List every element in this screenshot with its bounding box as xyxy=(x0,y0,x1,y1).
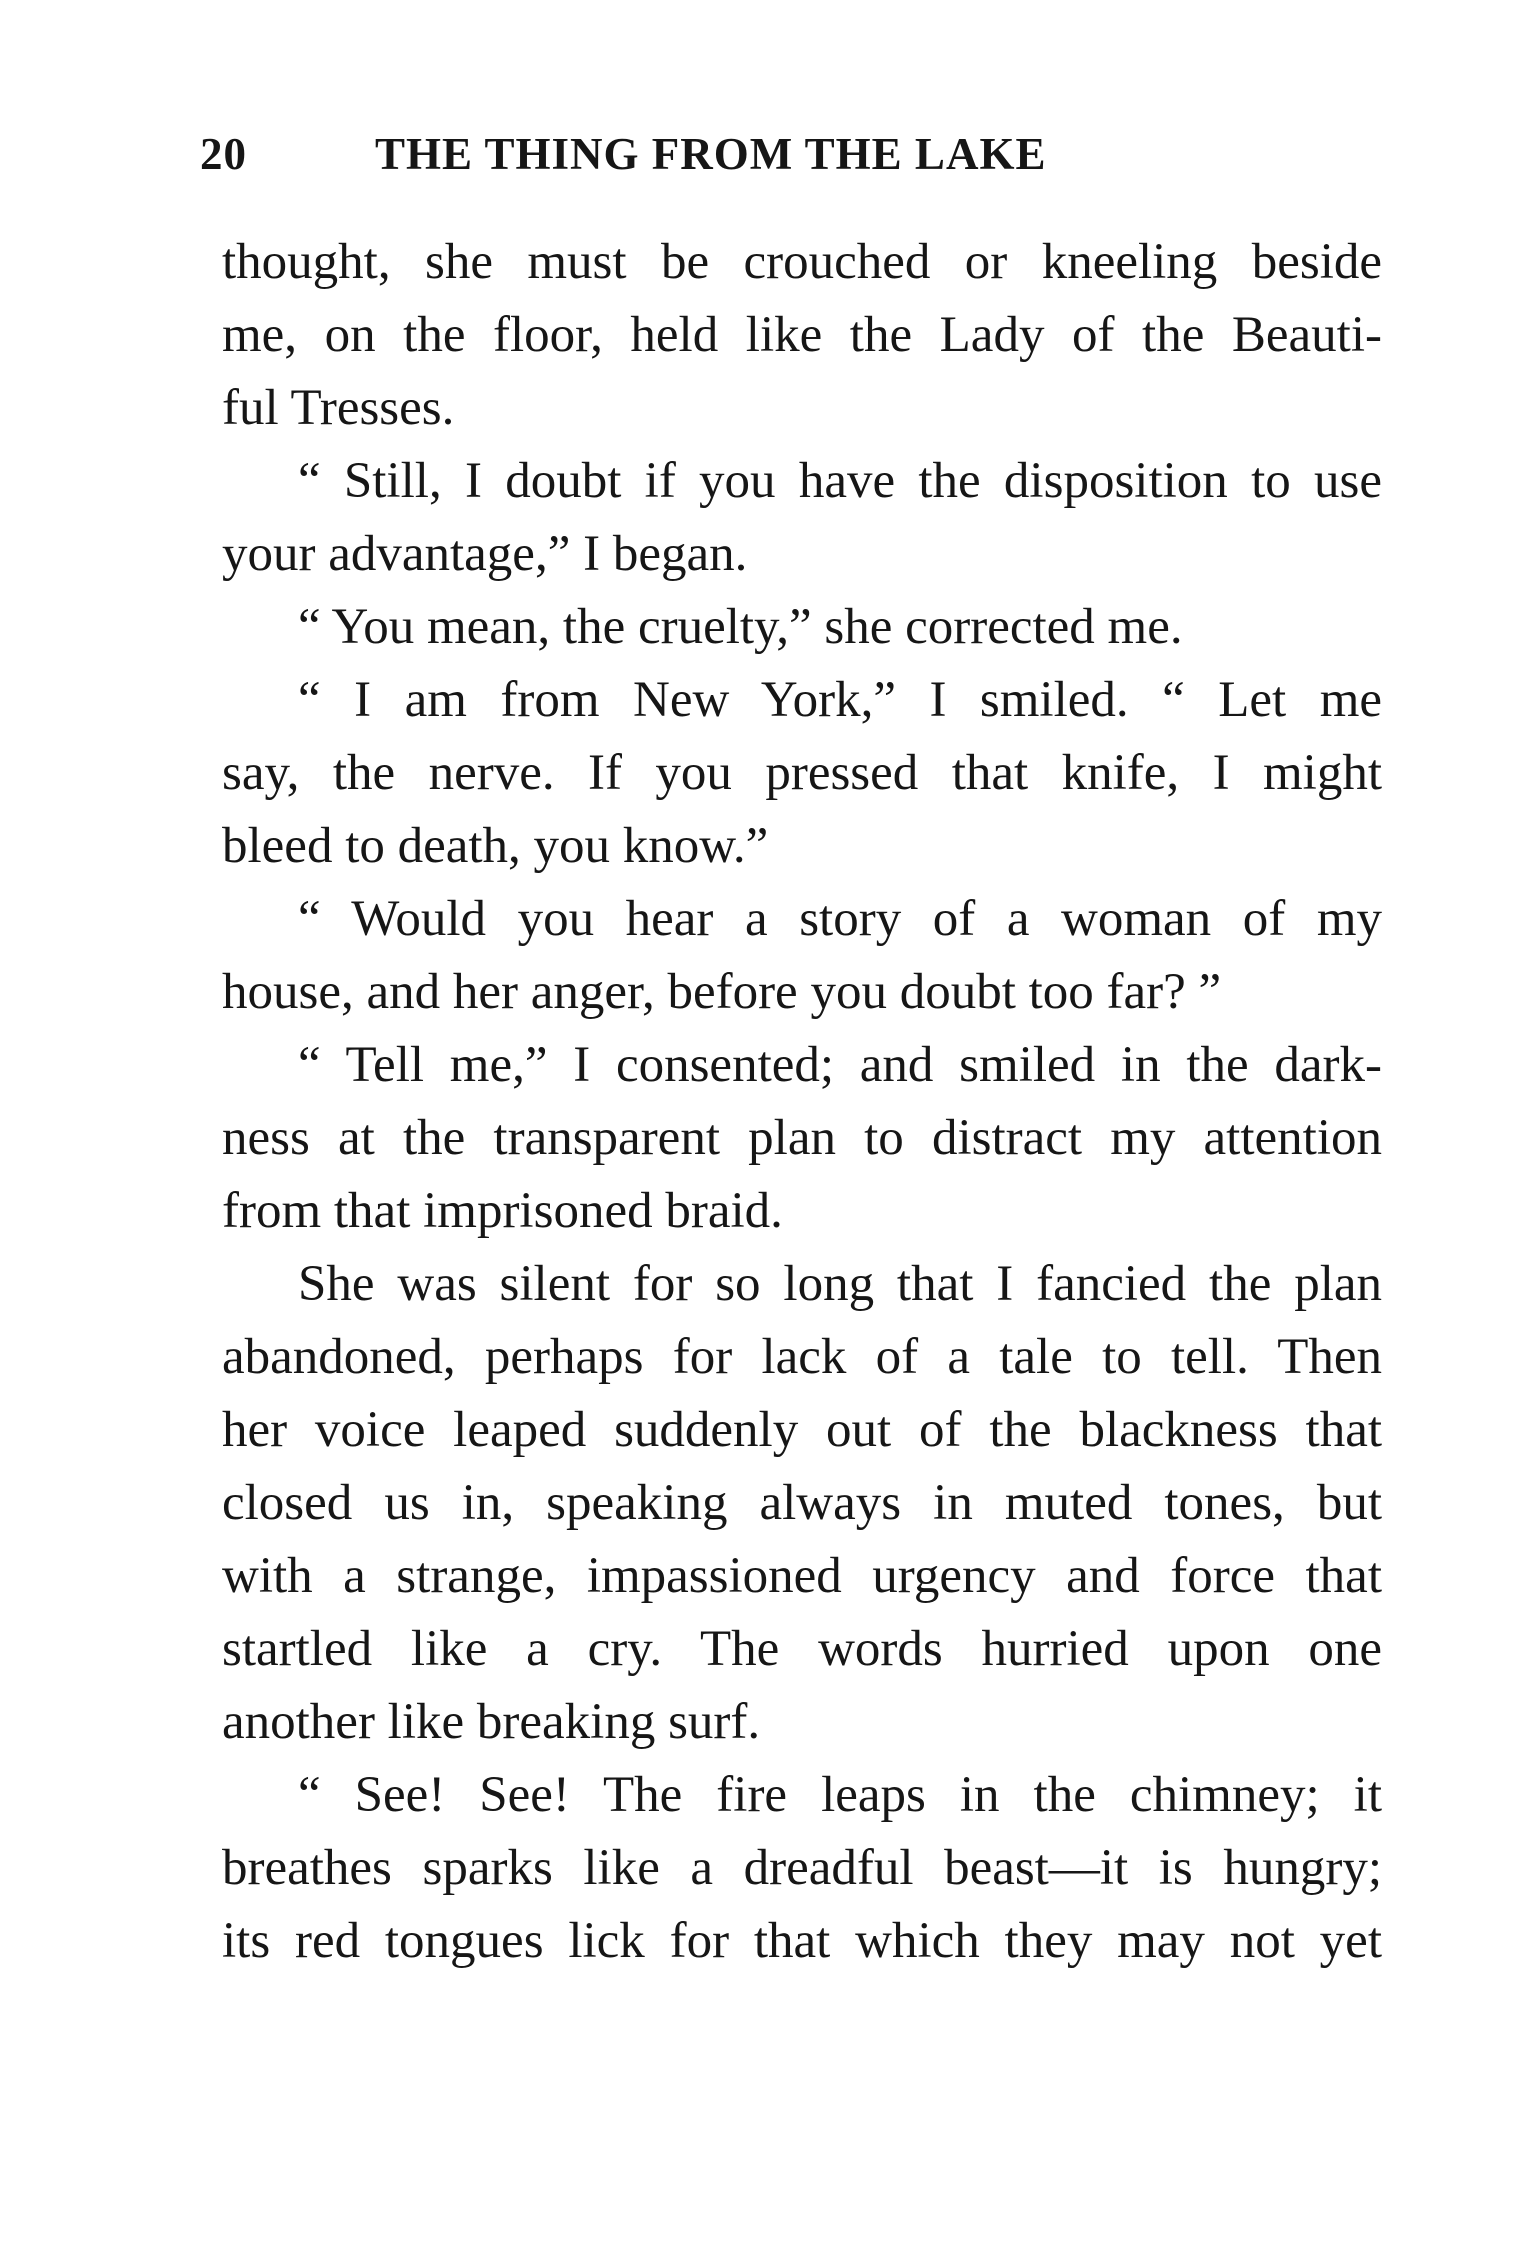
text-line: “ Still, I doubt if you have the disposition to use xyxy=(298,453,1382,509)
text-line: “ Tell me,” I consented; and smiled in the dark- xyxy=(298,1037,1382,1093)
text-line: her voice leaped suddenly out of the blackness that xyxy=(222,1402,1382,1458)
text-line: ness at the transparent plan to distract my attention xyxy=(222,1110,1382,1166)
text-line: “ Would you hear a story of a woman of my xyxy=(298,891,1382,947)
page-number: 20 xyxy=(200,129,247,179)
text-line: “ See! See! The fire leaps in the chimney; it xyxy=(298,1767,1382,1823)
text-line: your advantage,” I began. xyxy=(222,526,748,582)
text-line: She was silent for so long that I fancied the plan xyxy=(298,1256,1382,1312)
text-line: startled like a cry. The words hurried upon one xyxy=(222,1621,1382,1677)
text-line: its red tongues lick for that which they may not yet xyxy=(222,1913,1382,1969)
text-line: me, on the floor, held like the Lady of the Beauti- xyxy=(222,307,1382,363)
text-line: another like breaking surf. xyxy=(222,1694,761,1750)
text-line: “ You mean, the cruelty,” she corrected me. xyxy=(298,599,1183,655)
text-line: breathes sparks like a dreadful beast—it is hungry; xyxy=(222,1840,1382,1896)
book-title: THE THING FROM THE LAKE xyxy=(375,129,1047,179)
text-line: with a strange, impassioned urgency and force that xyxy=(222,1548,1382,1604)
text-line: abandoned, perhaps for lack of a tale to tell. Then xyxy=(222,1329,1382,1385)
body-text xyxy=(222,226,1382,1978)
text-line: house, and her anger, before you doubt too far? ” xyxy=(222,964,1222,1020)
text-line: from that imprisoned braid. xyxy=(222,1183,783,1239)
text-line: ful Tresses. xyxy=(222,380,455,436)
text-line: closed us in, speaking always in muted tones, but xyxy=(222,1475,1382,1531)
text-line: bleed to death, you know.” xyxy=(222,818,769,874)
running-head xyxy=(200,128,1380,188)
text-line: say, the nerve. If you pressed that knife, I might xyxy=(222,745,1382,801)
text-line: thought, she must be crouched or kneeling beside xyxy=(222,234,1382,290)
text-line: “ I am from New York,” I smiled. “ Let me xyxy=(298,672,1382,728)
